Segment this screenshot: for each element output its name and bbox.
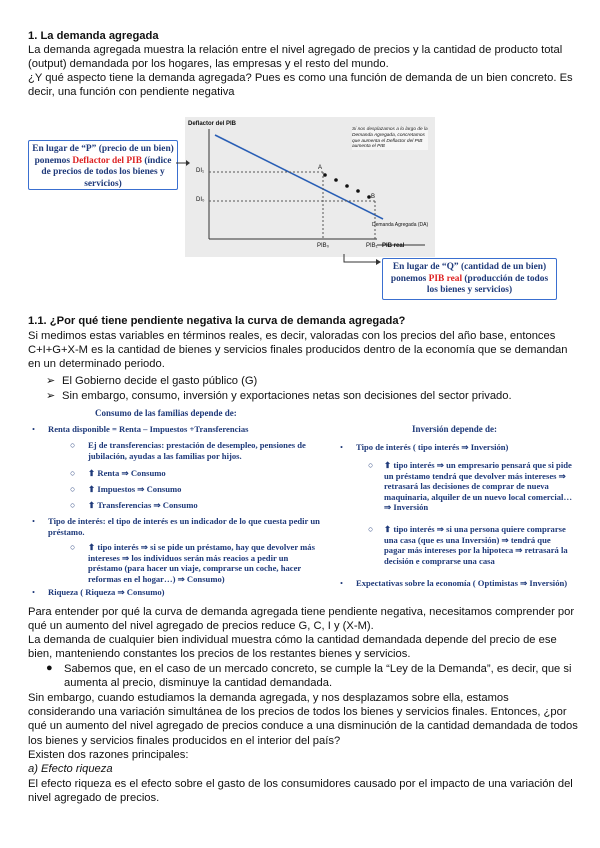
bullet-gobierno: El Gobierno decide el gasto público (G) bbox=[62, 375, 258, 387]
consumo-tipo-detalle-text: tipo interés ⇒ si se pide un préstamo, hay que devolver más intereses ⇒ los individuos serán más reacios a pedir un préstamo (para hacer un viaje, comprarse un coche, hacer reformas en el hogar…) ⇒ Consumo) bbox=[88, 542, 315, 584]
bullet-dot-icon: • bbox=[340, 578, 344, 588]
callout-deflactor-text-a: En lugar de “P” (precio de un bien) ponemos bbox=[32, 144, 174, 166]
inversion-sub2 bbox=[384, 524, 574, 566]
consumo-tipo: Tipo de interés: el tipo de interés es un indicador de lo que cuesta pedir un préstamo. bbox=[48, 516, 320, 537]
circle-bullet-icon: ○ bbox=[70, 542, 76, 552]
inversion-expectativas: Expectativas sobre la economía ( Optimistas ⇒ Inversión) bbox=[356, 578, 568, 588]
consumo-r2 bbox=[88, 484, 181, 495]
bullet-dot-icon: • bbox=[32, 424, 36, 434]
bullet-dot-icon: ● bbox=[46, 662, 53, 674]
bullet-ley-demanda: Sabemos que, en el caso de un mercado concreto, se cumple la “Ley de la Demanda”, es decir, que si aumenta al precio, disminuye la cantidad demandada. bbox=[64, 663, 572, 690]
graph-point-b: B bbox=[371, 194, 376, 200]
graph-note: Si nos desplazamos a lo largo de la Demanda Agregada, concretamos que aumenta el Deflactor del PIB aumenta el PIB bbox=[352, 127, 428, 150]
paragraph-definition: La demanda agregada muestra la relación entre el nivel agregado de precios y la cantidad de producto total (output) demandada por los hogares, las empresas y el resto del mundo. bbox=[28, 44, 563, 71]
inversion-sub2-text: tipo interés ⇒ si una persona quiere comprarse una casa (que es una Inversión) ⇒ tendrá que pagar más intereses por la hipoteca ⇒ retrasará la decisión e comprarse una casa bbox=[384, 524, 568, 566]
callout-pib-text-b: (producción de todos los bienes y servicios) bbox=[426, 273, 549, 295]
paragraph-question: ¿Y qué aspecto tiene la demanda agregada? Pues es como una función de demanda de un bien concreto. Es decir, una función con pendiente negativa bbox=[28, 72, 573, 99]
inversion-sub1 bbox=[384, 460, 574, 513]
graph-tick-y1: DI₁ bbox=[196, 168, 205, 174]
circle-bullet-icon: ○ bbox=[70, 500, 76, 510]
consumo-r3 bbox=[88, 500, 198, 511]
paragraph-entender: Para entender por qué la curva de demanda agregada tiene pendiente negativa, necesitamos comprender por qué un aumento del nivel agregado de precios reduce G, C, I y (X-M). bbox=[28, 606, 575, 633]
inversion-title: Inversión depende de: bbox=[412, 424, 498, 434]
section-title-1-1: 1.1. ¿Por qué tiene pendiente negativa la curva de demanda agregada? bbox=[28, 315, 406, 327]
callout-deflactor bbox=[28, 140, 178, 190]
graph-tick-y0: DI₀ bbox=[196, 197, 205, 203]
callout-pib bbox=[382, 258, 557, 300]
graph-tick-x0: PIB₀ bbox=[317, 243, 330, 249]
consumo-tipo-detalle bbox=[88, 542, 324, 584]
bullet-sector-privado: Sin embargo, consumo, inversión y exportaciones netas son decisiones del sector privado. bbox=[62, 390, 512, 402]
circle-bullet-icon: ○ bbox=[368, 460, 374, 470]
consumo-riqueza: Riqueza ( Riqueza ⇒ Consumo) bbox=[48, 587, 165, 597]
bullet-dot-icon: • bbox=[32, 587, 36, 597]
circle-bullet-icon: ○ bbox=[70, 468, 76, 478]
paragraph-bien-individual: La demanda de cualquier bien individual muestra cómo la cantidad demandada depende del precio de ese bien, manteniendo constantes los precios de los restantes bienes y servicios. bbox=[28, 634, 557, 661]
paragraph-real-terms: Si medimos estas variables en términos reales, es decir, valoradas con los precios del año base, entonces C+I+G+X-M es la cantidad de bienes y servicios finales producidos dentro de la economía que se demandan en un determinado periodo. bbox=[28, 330, 568, 371]
subheading-efecto-riqueza: a) Efecto riqueza bbox=[28, 763, 113, 775]
consumo-r2-text: Impuestos ⇒ Consumo bbox=[97, 484, 182, 494]
consumo-r1 bbox=[88, 468, 166, 479]
circle-bullet-icon: ○ bbox=[70, 440, 76, 450]
graph-point-a: A bbox=[318, 165, 323, 171]
graph-tick-x1: PIB₁ bbox=[366, 243, 378, 249]
graph-x-label: PIB real bbox=[382, 243, 405, 249]
arrow-curve-icon bbox=[342, 252, 382, 266]
circle-bullet-icon: ○ bbox=[70, 484, 76, 494]
arrow-bullet-icon: ➢ bbox=[46, 375, 56, 387]
callout-deflactor-text-b: (índice de precios de todos los bienes y servicios) bbox=[41, 155, 172, 189]
consumo-renta: Renta disponible = Renta – Impuestos +Transferencias bbox=[48, 424, 249, 434]
up-arrow-icon: ⬆ bbox=[88, 542, 98, 552]
up-arrow-icon: ⬆ bbox=[88, 500, 98, 510]
up-arrow-icon: ⬆ bbox=[384, 524, 394, 534]
up-arrow-icon: ⬆ bbox=[88, 468, 98, 478]
callout-deflactor-highlight: Deflactor del PIB bbox=[72, 155, 142, 166]
paragraph-dos-razones: Existen dos razones principales: bbox=[28, 749, 189, 761]
graph-curve-label: Demanda Agregada (DA) bbox=[372, 222, 429, 228]
arrow-right-icon bbox=[176, 158, 190, 168]
consumo-r3-text: Transferencias ⇒ Consumo bbox=[97, 500, 198, 510]
consumo-transferencias-ejemplo: Ej de transferencias: prestación de desempleo, pensiones de jubilación, ayudas a las familias por hijos. bbox=[88, 440, 306, 461]
paragraph-sin-embargo: Sin embargo, cuando estudiamos la demanda agregada, y nos desplazamos sobre ella, estamos considerando una variación simultánea de los precios de todos los bienes y servicios finales. Entonces, ¿por qué un aumento del nivel agregado de precios conduce a una disminución de la cantidad demandada de todos los bienes y servicios finales producidos en el interior del país? bbox=[28, 692, 578, 747]
bullet-dot-icon: • bbox=[32, 516, 36, 526]
circle-bullet-icon: ○ bbox=[368, 524, 374, 534]
arrow-bullet-icon: ➢ bbox=[46, 390, 56, 402]
section-title-1: 1. La demanda agregada bbox=[28, 30, 159, 42]
paragraph-efecto-riqueza: El efecto riqueza es el efecto sobre el gasto de los consumidores causado por el impacto de una variación del nivel agregado de precios. bbox=[28, 778, 573, 805]
up-arrow-icon: ⬆ bbox=[384, 460, 394, 470]
inversion-tipo: Tipo de interés ( tipo interés ⇒ Inversión) bbox=[356, 442, 509, 452]
consumo-title: Consumo de las familias depende de: bbox=[95, 408, 237, 418]
up-arrow-icon: ⬆ bbox=[88, 484, 98, 494]
callout-pib-highlight: PIB real bbox=[428, 273, 463, 284]
inversion-sub1-text: tipo interés ⇒ un empresario pensará que si pide un préstamo tendrá que devolver más intereses ⇒ retrasará las decisiones de comprar de nueva maquinaria, alquiler de un nuevo local comercial… ⇒ Inversión bbox=[384, 460, 573, 512]
graph-y-title: Deflactor del PIB bbox=[188, 121, 237, 127]
consumo-r1-text: Renta ⇒ Consumo bbox=[97, 468, 166, 478]
bullet-dot-icon: • bbox=[340, 442, 344, 452]
callout-pib-text-a: En lugar de “Q” (cantidad de un bien) ponemos bbox=[390, 262, 547, 284]
